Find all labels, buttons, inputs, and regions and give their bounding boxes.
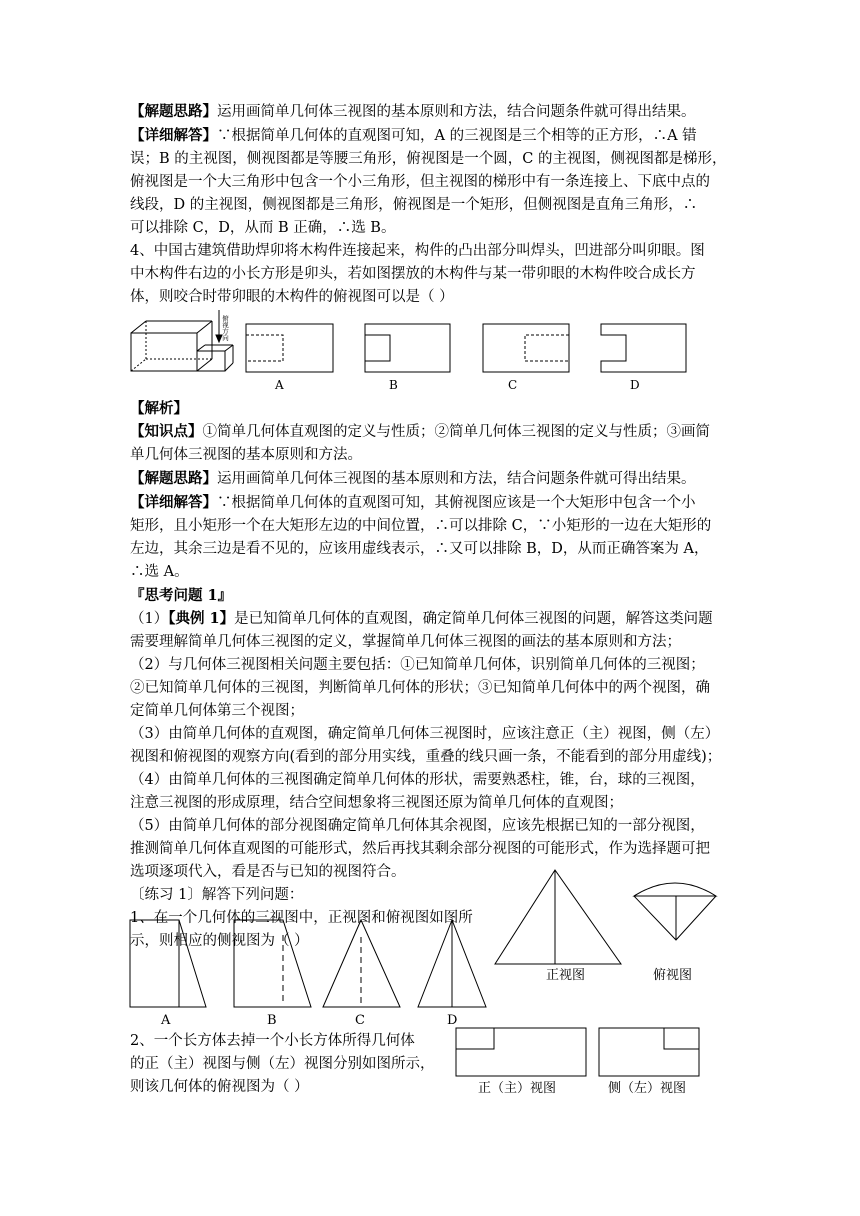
option-b-view bbox=[365, 324, 450, 372]
given-views-figure bbox=[493, 867, 723, 987]
text-line: ∴选 A。 bbox=[130, 564, 189, 580]
document-page bbox=[130, 100, 730, 309]
option-c-view bbox=[483, 324, 569, 372]
top-view-label: 俯视图 bbox=[653, 968, 693, 983]
text-line: 误；B 的主视图，侧视图都是等腰三角形，俯视图是一个圆，C 的主视图，侧视图都是梯形， bbox=[130, 151, 727, 167]
text-line: 选项逐项代入，看是否与已知的视图符合。 bbox=[130, 864, 406, 880]
question-4: 4、中国古建筑借助焊卯将木构件连接起来，构件的凸出部分叫焊头，凹进部分叫卯眼。图 bbox=[130, 243, 705, 259]
text-line: 可以排除 C，D，从而 B 正确，∴选 B。 bbox=[130, 220, 396, 236]
option-a-view bbox=[246, 324, 333, 372]
q2-front-view-label: 正（主）视图 bbox=[478, 1081, 557, 1096]
practice-question-2 bbox=[130, 1030, 435, 1099]
analysis-heading: 【解析】 bbox=[130, 400, 188, 417]
practice-question-1: 1、在一个几何体的三视图中，正视图和俯视图如图所 bbox=[130, 910, 473, 926]
top-view-shape bbox=[634, 883, 716, 940]
text-line: 则该几何体的俯视图为（ ） bbox=[130, 1079, 309, 1095]
think-item-5: （5）由简单几何体的部分视图确定简单几何体其余视图，应该先根据已知的一部分视图， bbox=[130, 818, 705, 834]
option-c-label: C bbox=[355, 1013, 365, 1028]
text-line: 单几何体三视图的基本原则和方法。 bbox=[130, 447, 362, 463]
text-line: 需要理解简单几何体三视图的定义，掌握简单几何体三视图的画法的基本原则和方法； bbox=[130, 634, 681, 650]
front-view-triangle bbox=[495, 870, 621, 964]
mortise-tenon-figure bbox=[128, 305, 698, 395]
text-line: 矩形，且小矩形一个在大矩形左边的中间位置，∴可以排除 C，∵小矩形的一边在大矩形的 bbox=[130, 518, 712, 534]
solution-idea-1: 【解题思路】运用画简单几何体三视图的基本原则和方法，结合问题条件就可得出结果。 bbox=[130, 103, 696, 120]
think-item-2: （2）与几何体三视图相关问题主要包括：①已知简单几何体，识别简单几何体的三视图； bbox=[130, 657, 705, 673]
option-c-label: C bbox=[508, 378, 518, 392]
think-item-1: （1）【典例 1】是已知简单几何体的直观图，确定简单几何体三视图的问题，解答这类问题 bbox=[130, 610, 713, 627]
text-line: 线段，D 的主视图，侧视图都是三角形，俯视图是一个矩形，但侧视图是直角三角形，∴ bbox=[130, 197, 698, 213]
text-line: 2、一个长方体去掉一个小长方体所得几何体 bbox=[130, 1033, 415, 1049]
option-b-label: B bbox=[389, 378, 398, 392]
wooden-block-drawing bbox=[131, 310, 233, 371]
think-item-3: （3）由简单几何体的直观图，确定简单几何体三视图时，应该注意正（主）视图，侧（左） bbox=[130, 726, 720, 742]
front-view-label: 正视图 bbox=[546, 968, 586, 983]
option-a-side-view bbox=[130, 920, 206, 1007]
option-a-label: A bbox=[161, 1013, 171, 1028]
option-d-label: D bbox=[447, 1013, 458, 1028]
q2-front-view bbox=[456, 1028, 586, 1076]
text-line: 推测简单几何体直观图的可能形式，然后再找其剩余部分视图的可能形式，作为选择题可把 bbox=[130, 841, 710, 857]
text-line: 的正（主）视图与侧（左）视图分别如图所示， bbox=[130, 1056, 435, 1072]
q2-side-view-label: 侧（左）视图 bbox=[608, 1081, 687, 1096]
option-d-label: D bbox=[630, 378, 640, 392]
think-item-4: （4）由简单几何体的三视图确定简单几何体的形状，需要熟悉柱，锥，台，球的三视图， bbox=[130, 772, 705, 788]
q2-side-view bbox=[599, 1028, 699, 1076]
text-line: ②已知简单几何体的三视图，判断简单几何体的形状；③已知简单几何体中的两个视图，确 bbox=[130, 680, 710, 696]
text-line: 视图和俯视图的观察方向(看到的部分用实线，重叠的线只画一条，不能看到的部分用虚线)； bbox=[130, 749, 722, 765]
detailed-answer-2: 【详细解答】∵根据简单几何体的直观图可知，其俯视图应该是一个大矩形中包含一个小 bbox=[130, 494, 696, 511]
q2-views-figure bbox=[452, 1025, 704, 1097]
text-line: 体，则咬合时带卯眼的木构件的俯视图可以是（ ） bbox=[130, 289, 454, 305]
text-line: 示，则相应的侧视图为（ ） bbox=[130, 933, 309, 949]
text-line: 中木构件右边的小长方形是卯头，若如图摆放的木构件与某一带卯眼的木构件咬合成长方 bbox=[130, 266, 696, 282]
think-heading: 『思考问题 1』 bbox=[130, 587, 233, 604]
knowledge-point: 【知识点】①简单几何体直观图的定义与性质；②简单几何体三视图的定义与性质；③画简 bbox=[130, 423, 710, 440]
side-view-options-figure bbox=[128, 915, 488, 1027]
text-line: 俯视图是一个大三角形中包含一个小三角形，但主视图的梯形中有一条连接上、下底中点的 bbox=[130, 174, 710, 190]
option-a-label: A bbox=[275, 378, 284, 392]
option-d-view bbox=[601, 324, 686, 372]
option-c-side-view bbox=[323, 920, 400, 1007]
practice-heading: 〔练习 1〕解答下列问题： bbox=[130, 887, 304, 903]
option-b-label: B bbox=[267, 1013, 277, 1028]
option-d-side-view bbox=[418, 920, 486, 1007]
text-line: 定简单几何体第三个视图； bbox=[130, 703, 304, 719]
detailed-answer-1: 【详细解答】∵根据简单几何体的直观图可知，A 的三视图是三个相等的正方形，∴A 错 bbox=[130, 127, 697, 144]
text-line: 左边，其余三边是看不见的，应该用虚线表示，∴又可以排除 B，D，从而正确答案为 A， bbox=[130, 541, 709, 557]
option-b-side-view bbox=[234, 920, 311, 1007]
solution-idea-2: 【解题思路】运用画简单几何体三视图的基本原则和方法，结合问题条件就可得出结果。 bbox=[130, 470, 696, 487]
text-line: 注意三视图的形成原理，结合空间想象将三视图还原为简单几何体的直观图； bbox=[130, 795, 623, 811]
view-direction-label: 俯视方向 bbox=[221, 315, 229, 341]
